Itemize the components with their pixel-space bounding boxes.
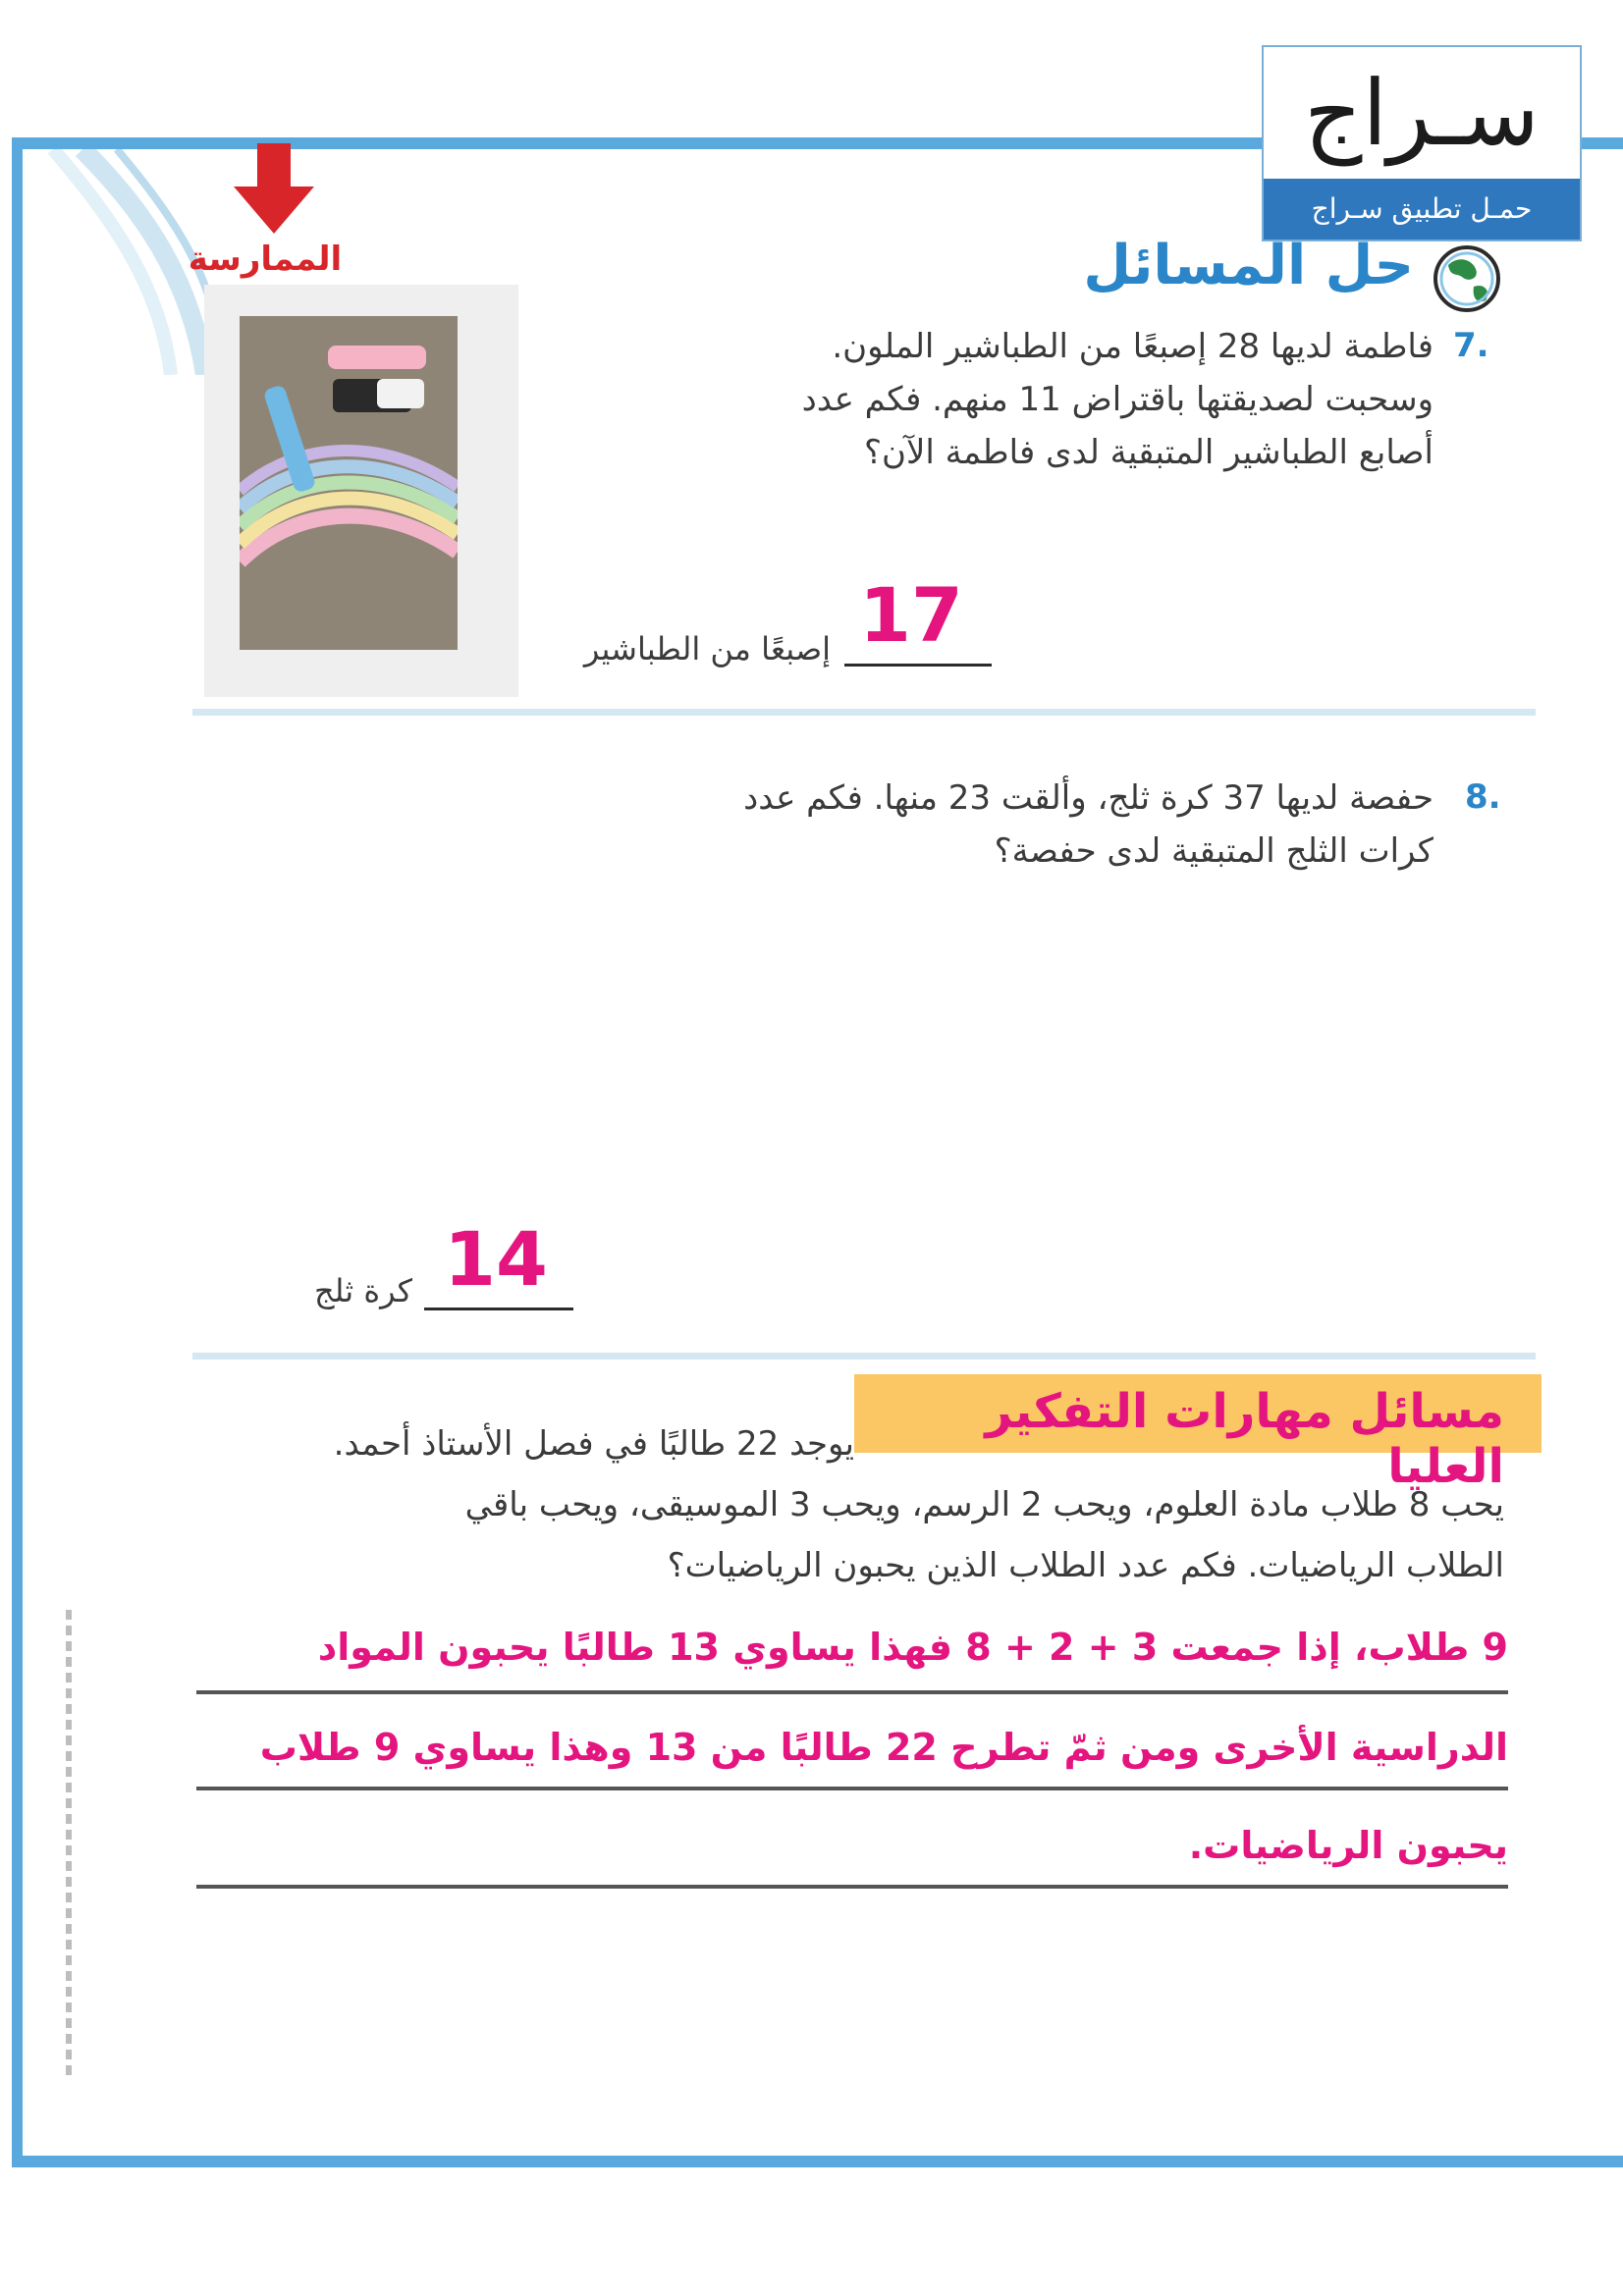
hots-title: مسائل مهارات التفكير العليا [985, 1384, 1504, 1494]
globe-icon [1429, 243, 1505, 314]
hots-answer-line-1: 9 طلاب، إذا جمعت 3 + 2 + 8 فهذا يساوي 13 طالبًا يحبون المواد [317, 1626, 1508, 1669]
problem-7-line-2: وسحبت لصديقتها باقتراض 11 منهم. فكم عدد [801, 380, 1434, 419]
problem-8-answer-line [424, 1308, 573, 1310]
siraj-logo [1262, 45, 1582, 241]
chalk-photo [240, 316, 458, 650]
hots-answer-line-2: الدراسية الأخرى ومن ثمّ تطرح 22 طالبًا من 13 وهذا يساوي 9 طلاب [259, 1726, 1508, 1769]
problem-8-text [550, 772, 1434, 878]
problem-8-line-1: حفصة لديها 37 كرة ثلج، وألقت 23 منها. فكم عدد [743, 778, 1434, 818]
logo-wordmark: سـراج [1304, 61, 1540, 166]
hots-line-1: يحب 8 طلاب مادة العلوم، ويحب 2 الرسم، ويحب 3 الموسيقى، ويحب باقي [464, 1485, 1504, 1524]
page-frame-left [12, 137, 23, 2165]
practice-label: الممارسة [188, 240, 343, 279]
page-frame-bottom [12, 2156, 1623, 2167]
hots-line-2: الطلاب الرياضيات. فكم عدد الطلاب الذين يحبون الرياضيات؟ [667, 1546, 1504, 1585]
hots-intro: يوجد 22 طالبًا في فصل الأستاذ أحمد. [333, 1424, 854, 1464]
separator-2 [192, 1353, 1536, 1360]
copyright-sidenote [49, 1610, 88, 2081]
hots-answer-line-3: يحبون الرياضيات. [1188, 1824, 1508, 1867]
problem-7-line-1: فاطمة لديها 28 إصبعًا من الطباشير الملون. [832, 327, 1434, 366]
problem-8-line-2: كرات الثلج المتبقية لدى حفصة؟ [994, 831, 1434, 871]
arrow-down-icon [234, 143, 314, 234]
problem-7-answer: 17 [859, 571, 963, 659]
problem-7-number: 7. [1453, 326, 1489, 365]
section-title: حل المسائل [1083, 234, 1414, 297]
answer-rule-3 [196, 1885, 1508, 1889]
problem-7-unit: إصبعًا من الطباشير [583, 630, 831, 667]
problem-8-answer: 14 [444, 1215, 548, 1303]
problem-7-text [628, 320, 1434, 479]
answer-rule-1 [196, 1690, 1508, 1694]
separator-1 [192, 709, 1536, 716]
problem-8-unit: كرة ثلج [314, 1272, 412, 1309]
problem-8-number: 8. [1465, 777, 1501, 817]
problem-7-answer-line [844, 664, 992, 667]
answer-rule-2 [196, 1787, 1508, 1790]
problem-7-line-3: أصابع الطباشير المتبقية لدى فاطمة الآن؟ [864, 433, 1434, 472]
logo-tagline: حمـل تطبيق سـراج [1264, 179, 1580, 240]
